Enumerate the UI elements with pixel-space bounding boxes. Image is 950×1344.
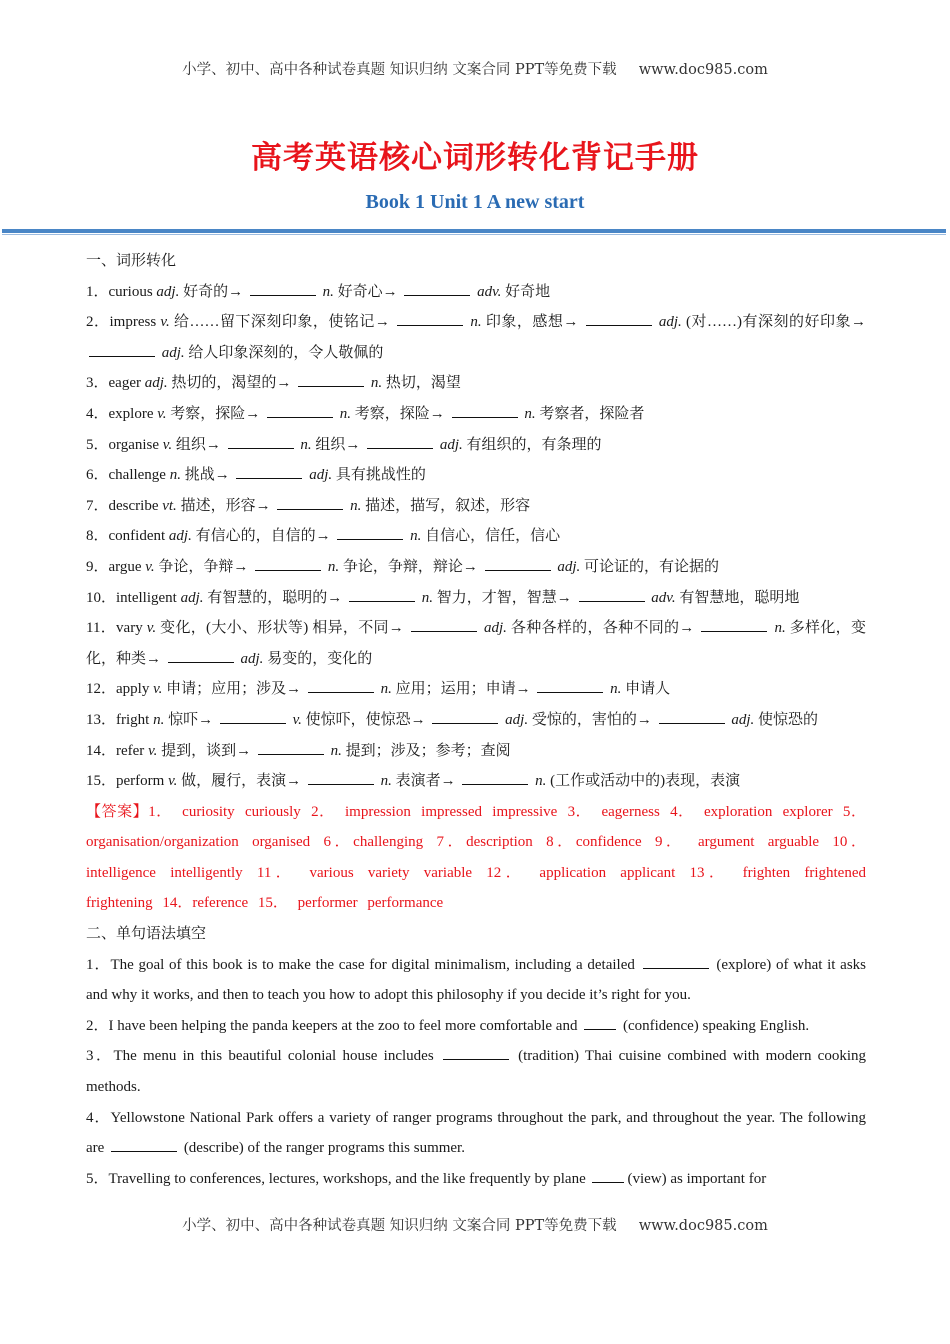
answer-blank[interactable] xyxy=(452,403,518,418)
answer-blank[interactable] xyxy=(432,709,498,724)
part-of-speech: adj. xyxy=(483,620,507,637)
part-of-speech: adj. xyxy=(505,711,529,728)
answer-blank[interactable] xyxy=(250,281,316,296)
q3-text-pre: 3．The menu in this beautiful colonial house includes xyxy=(86,1048,440,1065)
word-form-item: 5．organise v. 组织→ n. 组织→ adj. 有组织的，有条理的 xyxy=(86,430,866,461)
answer-blank[interactable] xyxy=(411,617,477,632)
word-form-item: 12．apply v. 申请；应用；涉及→ n. 应用；运用；申请→ n. 申请人 xyxy=(86,674,866,705)
answer-blank[interactable] xyxy=(168,648,234,663)
answer-blank[interactable] xyxy=(367,434,433,449)
answer-blank[interactable] xyxy=(443,1045,509,1060)
title-divider xyxy=(2,229,946,233)
answer-blank[interactable] xyxy=(592,1168,624,1183)
q1-text-post: (explore) of what it asks and why it works, and then to teach you how to adopt this philosophy if you decide it’s right for you. xyxy=(86,956,866,1004)
answer-blank[interactable] xyxy=(298,372,364,387)
answer-blank[interactable] xyxy=(701,617,767,632)
answer-blank[interactable] xyxy=(89,342,155,357)
answer-blank[interactable] xyxy=(584,1015,616,1030)
answer-blank[interactable] xyxy=(462,770,528,785)
page-subtitle: Book 1 Unit 1 A new start xyxy=(365,191,585,213)
title-divider-thin xyxy=(2,234,946,235)
answer-blank[interactable] xyxy=(308,770,374,785)
part-of-speech: n. xyxy=(774,620,786,637)
answer-blank[interactable] xyxy=(643,954,709,969)
q2-text-pre: 2．I have been helping the panda keepers at the zoo to feel more comfortable and xyxy=(86,1017,582,1034)
answer-blank[interactable] xyxy=(255,556,321,571)
part-of-speech: n. xyxy=(370,375,383,392)
answer-blank[interactable] xyxy=(586,311,652,326)
answer-blank[interactable] xyxy=(537,678,603,693)
part-of-speech: adj. xyxy=(557,558,581,575)
answer-blank[interactable] xyxy=(267,403,333,418)
part-of-speech: v. xyxy=(157,405,167,422)
document-body xyxy=(86,246,866,1194)
part-of-speech: n. xyxy=(169,467,181,484)
word-form-item: 1．curious adj. 好奇的→ n. 好奇心→ adv. 好奇地 xyxy=(86,277,866,308)
answer-text: 1． curiosity curiously 2． impression impressed impressive 3． eagerness 4． exploration explorer 5． organisation/organization organised 6．challenging 7．description 8．confidence 9． argument arguable 10． intelligence intelligently 11． various variety variable 12． application applicant 13． frighten frightened frightening 14．reference 15． performer performance xyxy=(86,803,866,912)
grammar-question-3 xyxy=(86,1041,866,1102)
answer-blank[interactable] xyxy=(337,525,403,540)
part-of-speech: n. xyxy=(410,528,422,545)
word-form-item: 13．fright n. 惊吓→ v. 使惊吓，使惊恐→ adj. 受惊的，害怕的→ adj. 使惊恐的 xyxy=(86,705,866,736)
part-of-speech: n. xyxy=(339,405,352,422)
part-of-speech: adj. xyxy=(731,711,755,728)
answer-blank[interactable] xyxy=(404,281,470,296)
part-of-speech: adj. xyxy=(309,467,333,484)
part-of-speech: adv. xyxy=(477,283,502,300)
footer-text: 小学、初中、高中各种试卷真题 知识归纳 文案合同 PPT等免费下载 xyxy=(182,1218,617,1234)
part-of-speech: v. xyxy=(168,773,178,790)
part-of-speech: n. xyxy=(380,681,392,698)
answer-blank[interactable] xyxy=(579,587,645,602)
answer-blank[interactable] xyxy=(659,709,725,724)
word-form-item: 10．intelligent adj. 有智慧的，聪明的→ n. 智力，才智，智慧→ adv. 有智慧地，聪明地 xyxy=(86,583,866,614)
part-of-speech: v. xyxy=(148,742,158,759)
word-form-item: 7．describe vt. 描述，形容→ n. 描述，描写，叙述，形容 xyxy=(86,491,866,522)
part-of-speech: v. xyxy=(146,620,157,637)
grammar-question-5 xyxy=(86,1164,866,1195)
part-of-speech: n. xyxy=(524,405,536,422)
q5-text-post: (view) as important for xyxy=(627,1170,767,1187)
part-of-speech: v. xyxy=(160,314,170,331)
answer-blank[interactable] xyxy=(485,556,551,571)
page-footer xyxy=(0,1214,950,1235)
q2-text-post: (confidence) speaking English. xyxy=(619,1017,810,1034)
part-of-speech: adj. xyxy=(168,528,192,545)
answer-blank[interactable] xyxy=(236,464,302,479)
grammar-question-1 xyxy=(86,950,866,1011)
part-of-speech: adj. xyxy=(144,375,168,392)
part-of-speech: n. xyxy=(322,283,334,300)
word-form-item: 11．vary v. 变化，(大小、形状等) 相异，不同→ adj. 各种各样的，各种不同的→ n. 多样化，变化，种类→ adj. 易变的，变化的 xyxy=(86,613,866,674)
part-of-speech: n. xyxy=(350,497,362,514)
answer-blank[interactable] xyxy=(220,709,286,724)
word-form-item: 3．eager adj. 热切的，渴望的→ n. 热切，渴望 xyxy=(86,368,866,399)
answer-blank[interactable] xyxy=(308,678,374,693)
word-form-item: 2．impress v. 给……留下深刻印象，使铭记→ n. 印象，感想→ adj. (对……)有深刻的好印象→ adj. 给人印象深刻的，令人敬佩的 xyxy=(86,307,866,368)
answer-blank[interactable] xyxy=(349,587,415,602)
page-header xyxy=(0,58,950,79)
part-of-speech: n. xyxy=(470,314,482,331)
part-of-speech: v. xyxy=(153,681,163,698)
q5-text-pre: 5．Travelling to conferences, lectures, workshops, and the like frequently by plane xyxy=(86,1170,590,1187)
part-of-speech: n. xyxy=(380,773,392,790)
part-of-speech: n. xyxy=(610,681,622,698)
answer-blank[interactable] xyxy=(258,740,324,755)
word-form-item: 14．refer v. 提到，谈到→ n. 提到；涉及；参考；查阅 xyxy=(86,736,866,767)
part-of-speech: adj. xyxy=(180,589,204,606)
q4-text-post: (describe) of the ranger programs this summer. xyxy=(180,1140,465,1157)
answer-blank[interactable] xyxy=(228,434,294,449)
page-title: 高考英语核心词形转化背记手册 xyxy=(251,140,699,176)
word-form-item: 8．confident adj. 有信心的，自信的→ n. 自信心，信任，信心 xyxy=(86,521,866,552)
header-text: 小学、初中、高中各种试卷真题 知识归纳 文案合同 PPT等免费下载 xyxy=(182,62,617,78)
part-of-speech: vt. xyxy=(162,497,177,514)
part-of-speech: n. xyxy=(153,711,165,728)
answer-tag: 【答案】 xyxy=(86,803,149,820)
answer-blank[interactable] xyxy=(111,1137,177,1152)
part-of-speech: adj. xyxy=(658,314,682,331)
part-of-speech: v. xyxy=(162,436,173,453)
word-form-item: 15．perform v. 做，履行，表演→ n. 表演者→ n. (工作或活动中的)表现，表演 xyxy=(86,766,866,797)
section-heading-2: 二、单句语法填空 xyxy=(86,926,207,943)
footer-url[interactable]: www.doc985.com xyxy=(638,1218,768,1234)
grammar-question-2 xyxy=(86,1011,866,1042)
part-of-speech: n. xyxy=(421,589,434,606)
part-of-speech: v. xyxy=(292,711,302,728)
part-of-speech: adj. xyxy=(439,436,463,453)
section-heading-1: 一、词形转化 xyxy=(86,253,177,269)
word-form-list xyxy=(86,277,866,797)
part-of-speech: n. xyxy=(300,436,312,453)
q4-text-pre: 4．Yellowstone National Park offers a variety of ranger programs throughout the park, and throughout the year. The following are xyxy=(86,1109,866,1157)
answer-block xyxy=(86,797,866,919)
q3-text-post: (tradition) Thai cuisine combined with modern cooking methods. xyxy=(86,1048,866,1096)
answer-blank[interactable] xyxy=(397,311,463,326)
word-form-item: 4．explore v. 考察，探险→ n. 考察，探险→ n. 考察者，探险者 xyxy=(86,399,866,430)
answer-blank[interactable] xyxy=(277,495,343,510)
part-of-speech: adj. xyxy=(156,283,180,300)
part-of-speech: n. xyxy=(327,558,340,575)
q1-text-pre: 1．The goal of this book is to make the case for digital minimalism, including a detailed xyxy=(86,956,640,973)
word-form-item: 6．challenge n. 挑战→ adj. 具有挑战性的 xyxy=(86,460,866,491)
part-of-speech: n. xyxy=(330,742,342,759)
word-form-item: 9．argue v. 争论，争辩→ n. 争论，争辩，辩论→ adj. 可论证的，有论据的 xyxy=(86,552,866,583)
part-of-speech: adj. xyxy=(161,344,185,361)
grammar-question-4 xyxy=(86,1103,866,1164)
part-of-speech: n. xyxy=(535,773,547,790)
header-url[interactable]: www.doc985.com xyxy=(638,62,768,78)
part-of-speech: v. xyxy=(145,558,155,575)
part-of-speech: adj. xyxy=(240,650,264,667)
part-of-speech: adv. xyxy=(651,589,676,606)
